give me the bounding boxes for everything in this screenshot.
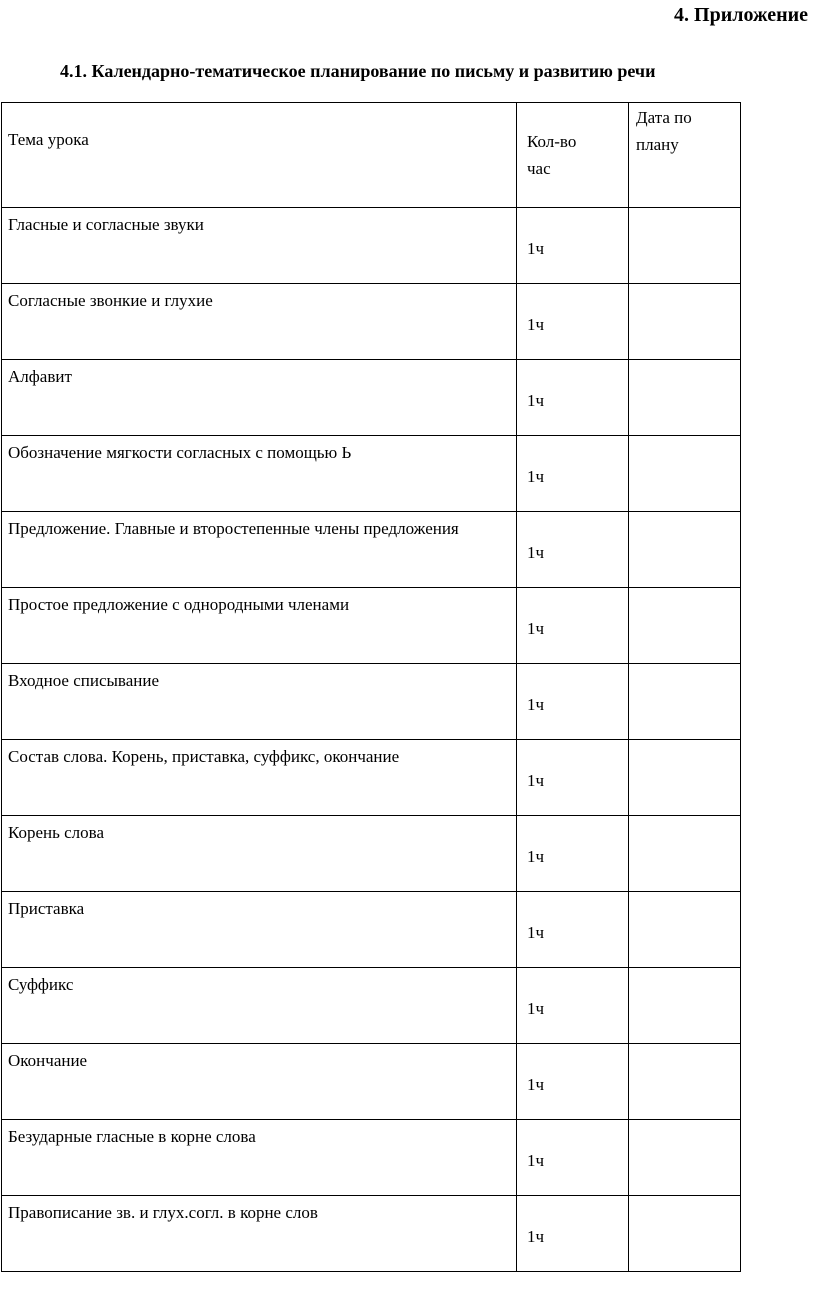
section-subheading: 4.1. Календарно-тематическое планирование по письму и развитию речи [60,61,656,81]
date-cell [629,892,741,968]
lesson-topic: Приставка [8,899,85,918]
lesson-topic: Обозначение мягкости согласных с помощью Ь [8,443,352,462]
header-date-label [629,103,740,158]
table-row [2,360,741,436]
topic-cell [2,512,517,588]
lesson-topic: Входное списывание [8,671,160,690]
hours-cell [517,284,629,360]
lesson-hours: 1ч [527,1227,545,1246]
lesson-topic: Предложение. Главные и второстепенные члены предложения [8,519,459,538]
lesson-hours: 1ч [527,543,545,562]
table-row [2,1196,741,1272]
lesson-topic: Согласные звонкие и глухие [8,291,213,310]
lesson-topic: Правописание зв. и глух.согл. в корне слов [8,1203,318,1222]
lesson-hours: 1ч [527,1151,545,1170]
lesson-hours: 1ч [527,1075,545,1094]
date-cell [629,1196,741,1272]
lesson-hours: 1ч [527,239,545,258]
date-cell [629,1120,741,1196]
lesson-hours: 1ч [527,999,545,1018]
table-row [2,816,741,892]
date-cell [629,740,741,816]
date-cell [629,816,741,892]
table-row [2,284,741,360]
topic-cell [2,740,517,816]
topic-cell [2,816,517,892]
topic-cell [2,284,517,360]
lesson-hours: 1ч [527,467,545,486]
date-cell [629,284,741,360]
topic-cell [2,664,517,740]
topic-cell [2,588,517,664]
lesson-hours: 1ч [527,695,545,714]
date-cell [629,360,741,436]
hours-cell [517,360,629,436]
table-row [2,1120,741,1196]
hours-cell [517,1044,629,1120]
table-row [2,436,741,512]
hours-cell [517,436,629,512]
table-header-row [2,103,741,208]
date-cell [629,968,741,1044]
hours-cell [517,208,629,284]
lesson-topic: Корень слова [8,823,105,842]
topic-cell [2,1196,517,1272]
header-date-line1: Дата по [636,108,692,127]
lesson-hours: 1ч [527,923,545,942]
topic-cell [2,1120,517,1196]
hours-cell [517,512,629,588]
hours-cell [517,588,629,664]
header-hours-line2: час [527,159,551,178]
lesson-hours: 1ч [527,847,545,866]
date-cell [629,588,741,664]
header-hours-line1: Кол-во [527,132,577,151]
lesson-topic: Безударные гласные в корне слова [8,1127,256,1146]
table-row [2,740,741,816]
hours-cell [517,740,629,816]
table-row [2,208,741,284]
lesson-topic: Гласные и согласные звуки [8,215,204,234]
table-row [2,588,741,664]
lesson-topic: Простое предложение с однородными членами [8,595,350,614]
date-cell [629,664,741,740]
section-heading: 4. Приложение [674,4,808,26]
topic-cell [2,208,517,284]
hours-cell [517,664,629,740]
topic-cell [2,968,517,1044]
hours-cell [517,968,629,1044]
table-row [2,1044,741,1120]
table-row [2,892,741,968]
hours-cell [517,816,629,892]
date-cell [629,1044,741,1120]
header-hours-cell [517,103,629,208]
lesson-topic: Алфавит [8,367,72,386]
lesson-hours: 1ч [527,771,545,790]
lesson-topic: Состав слова. Корень, приставка, суффикс, окончание [8,747,400,766]
header-hours-label [517,103,628,182]
header-topic-label: Тема урока [8,130,89,149]
lesson-topic: Суффикс [8,975,74,994]
lesson-topic: Окончание [8,1051,88,1070]
header-date-cell [629,103,741,208]
date-cell [629,208,741,284]
topic-cell [2,892,517,968]
header-date-line2: плану [636,135,679,154]
hours-cell [517,1196,629,1272]
lesson-hours: 1ч [527,315,545,334]
topic-cell [2,436,517,512]
table-row [2,968,741,1044]
date-cell [629,512,741,588]
header-topic-cell [2,103,517,208]
topic-cell [2,1044,517,1120]
lesson-hours: 1ч [527,619,545,638]
date-cell [629,436,741,512]
lesson-plan-table [1,102,741,1272]
lesson-hours: 1ч [527,391,545,410]
topic-cell [2,360,517,436]
table-row [2,512,741,588]
table-row [2,664,741,740]
hours-cell [517,892,629,968]
hours-cell [517,1120,629,1196]
